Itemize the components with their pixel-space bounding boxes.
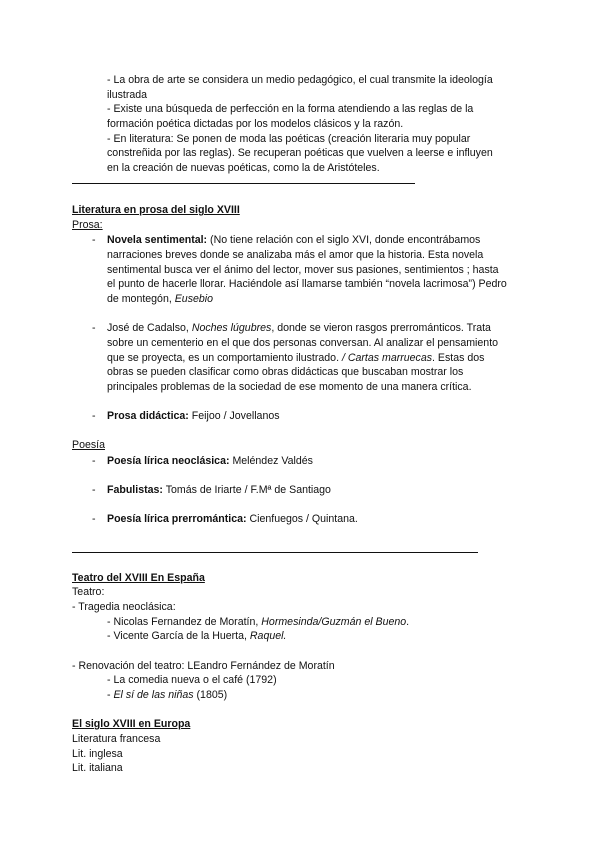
- novela-line-1: [107, 233, 480, 248]
- intro-line-2: ilustrada: [107, 89, 148, 101]
- huerta-work: Raquel.: [249, 630, 287, 642]
- intro-line-6: constreñida por las reglas). Se recuperan poéticas que vuelven a leerse e influyen: [107, 147, 493, 159]
- poesia-authors: Meléndez Valdés: [229, 455, 313, 467]
- poesia-authors: Tomás de Iriarte / F.Mª de Santiago: [162, 484, 331, 496]
- poesia-term: Poesía lírica neoclásica:: [107, 455, 230, 467]
- tragedia-label: - Tragedia neoclásica:: [72, 601, 176, 613]
- cadalso-line-4: obras se pueden clasificar como obras didácticas que buscaban mostrar los: [107, 366, 464, 378]
- comedia-line: - La comedia nueva o el café (1792): [107, 674, 277, 686]
- bullet-marker: -: [92, 322, 96, 334]
- cadalso-line-3: [107, 351, 484, 366]
- europa-item: Lit. inglesa: [72, 748, 123, 760]
- europa-item: Literatura francesa: [72, 733, 161, 745]
- intro-line-4: formación poética dictadas por los modelos clásicos y la razón.: [107, 118, 404, 130]
- novela-line-3: sentimental busca ver el ánimo del lector, mover sus pasiones, sentimientos ; hasta: [107, 264, 499, 276]
- si-ninas-year: (1805): [193, 689, 228, 701]
- poesia-item: [107, 454, 313, 469]
- si-ninas-dash: -: [107, 689, 114, 701]
- si-ninas-title: El sí de las niñas: [113, 689, 194, 701]
- cadalso-line-5: principales problemas de la sociedad de ese momento de una manera crítica.: [107, 381, 472, 393]
- poesia-subheading: Poesía: [72, 439, 105, 451]
- teatro-heading: Teatro del XVIII En España: [72, 572, 205, 584]
- bullet-marker: -: [92, 484, 96, 496]
- cadalso-author: José de Cadalso,: [107, 322, 192, 334]
- didactica-line: [107, 409, 280, 424]
- didactica-authors: Feijoo / Jovellanos: [188, 410, 280, 422]
- divider-1: [72, 183, 415, 184]
- moratin-line: [107, 615, 409, 630]
- intro-line-5: - En literatura: Se ponen de moda las poéticas (creación literaria muy popular: [107, 133, 471, 145]
- si-ninas-line: [107, 688, 227, 703]
- prosa-subheading: Prosa:: [72, 219, 103, 231]
- bullet-marker: -: [92, 410, 96, 422]
- bullet-marker: -: [92, 455, 96, 467]
- cadalso-text: , donde se vieron rasgos prerrománticos. Trata: [271, 322, 491, 334]
- moratin-author: - Nicolas Fernandez de Moratín,: [107, 616, 262, 628]
- cadalso-work-1: Noches lúgubres: [191, 322, 272, 334]
- novela-term: Novela sentimental:: [107, 234, 208, 246]
- intro-line-7: en la creación de nuevas poéticas, como la de Aristóteles.: [107, 162, 380, 174]
- cadalso-text: . Estas dos: [432, 352, 485, 364]
- cadalso-work-2: / Cartas marruecas: [341, 352, 433, 364]
- teatro-label: Teatro:: [72, 586, 105, 598]
- poesia-term: Fabulistas:: [107, 484, 163, 496]
- huerta-line: [107, 629, 286, 644]
- novela-line-2: narraciones breves donde se analizaba más el amor que la historia. Esta novela: [107, 249, 484, 261]
- cadalso-text: que se proyecta, es un comportamiento ilustrado.: [107, 352, 342, 364]
- novela-text: (No tiene relación con el siglo XVI, donde encontrábamos: [207, 234, 481, 246]
- novela-author: de montegón,: [107, 293, 175, 305]
- moratin-period: .: [406, 616, 410, 628]
- renovacion-label: - Renovación del teatro: LEandro Fernández de Moratín: [72, 660, 335, 672]
- cadalso-line-1: [107, 321, 491, 336]
- didactica-term: Prosa didáctica:: [107, 410, 189, 422]
- poesia-term: Poesía lírica prerromántica:: [107, 513, 247, 525]
- novela-line-4: el punto de hacerle llorar. Haciéndole así llamarse también “novela lacrimosa”) Pedro: [107, 278, 507, 290]
- novela-work: Eusebio: [174, 293, 214, 305]
- bullet-marker: -: [92, 234, 96, 246]
- poesia-authors: Cienfuegos / Quintana.: [246, 513, 358, 525]
- bullet-marker: -: [92, 513, 96, 525]
- intro-line-1: - La obra de arte se considera un medio pedagógico, el cual transmite la ideología: [107, 74, 493, 86]
- novela-line-5: [107, 292, 213, 307]
- poesia-item: [107, 512, 358, 527]
- intro-line-3: - Existe una búsqueda de perfección en la forma atendiendo a las reglas de la: [107, 103, 474, 115]
- divider-2: [72, 552, 478, 553]
- moratin-works: Hormesinda/Guzmán el Bueno: [261, 616, 407, 628]
- prosa-heading: Literatura en prosa del siglo XVIII: [72, 204, 240, 216]
- europa-item: Lit. italiana: [72, 762, 123, 774]
- cadalso-line-2: sobre un cementerio en el que dos personas conversan. Al analizar el pensamiento: [107, 337, 499, 349]
- huerta-author: - Vicente García de la Huerta,: [107, 630, 250, 642]
- poesia-item: [107, 483, 331, 498]
- europa-heading: El siglo XVIII en Europa: [72, 718, 191, 730]
